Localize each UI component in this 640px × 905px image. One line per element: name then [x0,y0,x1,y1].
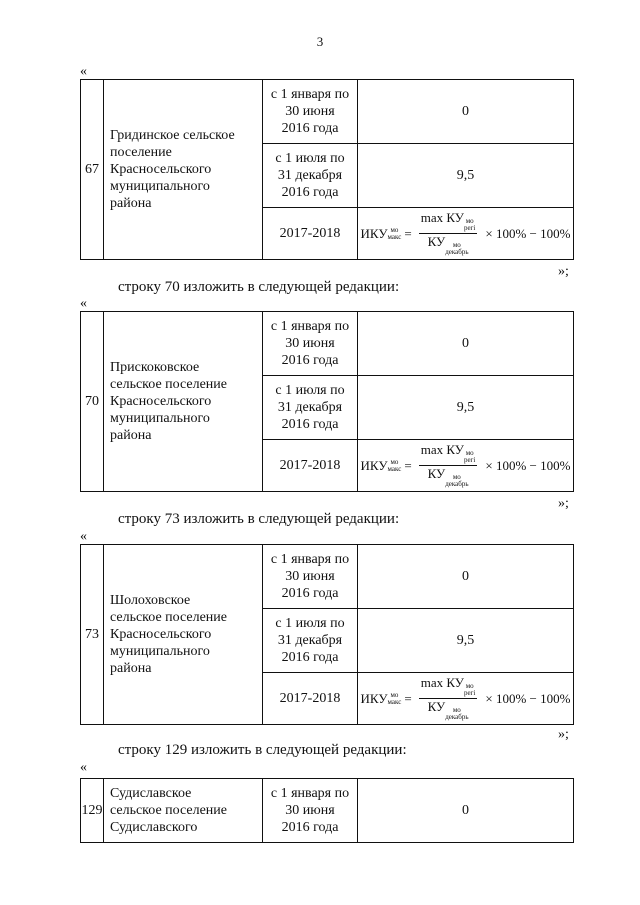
municipality-name: Судиславское сельское поселение Судиславского [104,779,263,843]
instruction-row-129: строку 129 изложить в следующей редакции: [118,742,407,758]
municipality-name: Гридинское сельское поселение Красносельского муниципального района [104,80,263,260]
index-formula: ИКУ мо макс = max КУ мо регі КУ мо декабрь × 100% − 100% [360,442,571,488]
period-cell: с 1 января по 30 июня 2016 года [263,312,358,376]
value-cell: 0 [358,545,574,609]
row-number: 67 [81,80,104,260]
period-cell: 2017-2018 [263,673,358,725]
formula-cell [358,440,574,492]
closing-quote: »; [558,264,569,279]
instruction-row-73: строку 73 изложить в следующей редакции: [118,511,400,527]
value-cell: 0 [358,80,574,144]
formula-cell [358,208,574,260]
value-cell: 9,5 [358,376,574,440]
period-cell: с 1 июля по 31 декабря 2016 года [263,376,358,440]
row-table-129 [80,778,574,843]
formula-cell [358,673,574,725]
instruction-row-70: строку 70 изложить в следующей редакции: [118,279,400,295]
row-number: 70 [81,312,104,492]
opening-quote: « [80,760,87,775]
index-formula: ИКУ мо макс = max КУ мо регі КУ мо декабрь × 100% − 100% [360,675,571,721]
value-cell: 9,5 [358,609,574,673]
value-cell: 9,5 [358,144,574,208]
row-number: 73 [81,545,104,725]
row-table-70 [80,311,574,492]
period-cell: с 1 июля по 31 декабря 2016 года [263,144,358,208]
opening-quote: « [80,529,87,544]
opening-quote: « [80,296,87,311]
closing-quote: »; [558,727,569,742]
opening-quote: « [80,64,87,79]
period-cell: 2017-2018 [263,440,358,492]
period-cell: с 1 июля по 31 декабря 2016 года [263,609,358,673]
period-cell: 2017-2018 [263,208,358,260]
period-cell: с 1 января по 30 июня 2016 года [263,80,358,144]
index-formula: ИКУ мо макс = max КУ мо регі КУ мо декабрь × 100% − 100% [360,210,571,256]
closing-quote: »; [558,496,569,511]
row-table-73 [80,544,574,725]
value-cell: 0 [358,312,574,376]
row-number: 129 [81,779,104,843]
page-number: 3 [316,34,324,49]
period-cell: с 1 января по 30 июня 2016 года [263,545,358,609]
period-cell: с 1 января по 30 июня 2016 года [263,779,358,843]
municipality-name: Шолоховское сельское поселение Красносельского муниципального района [104,545,263,725]
row-table-67 [80,79,574,260]
value-cell: 0 [358,779,574,843]
municipality-name: Прискоковское сельское поселение Красносельского муниципального района [104,312,263,492]
